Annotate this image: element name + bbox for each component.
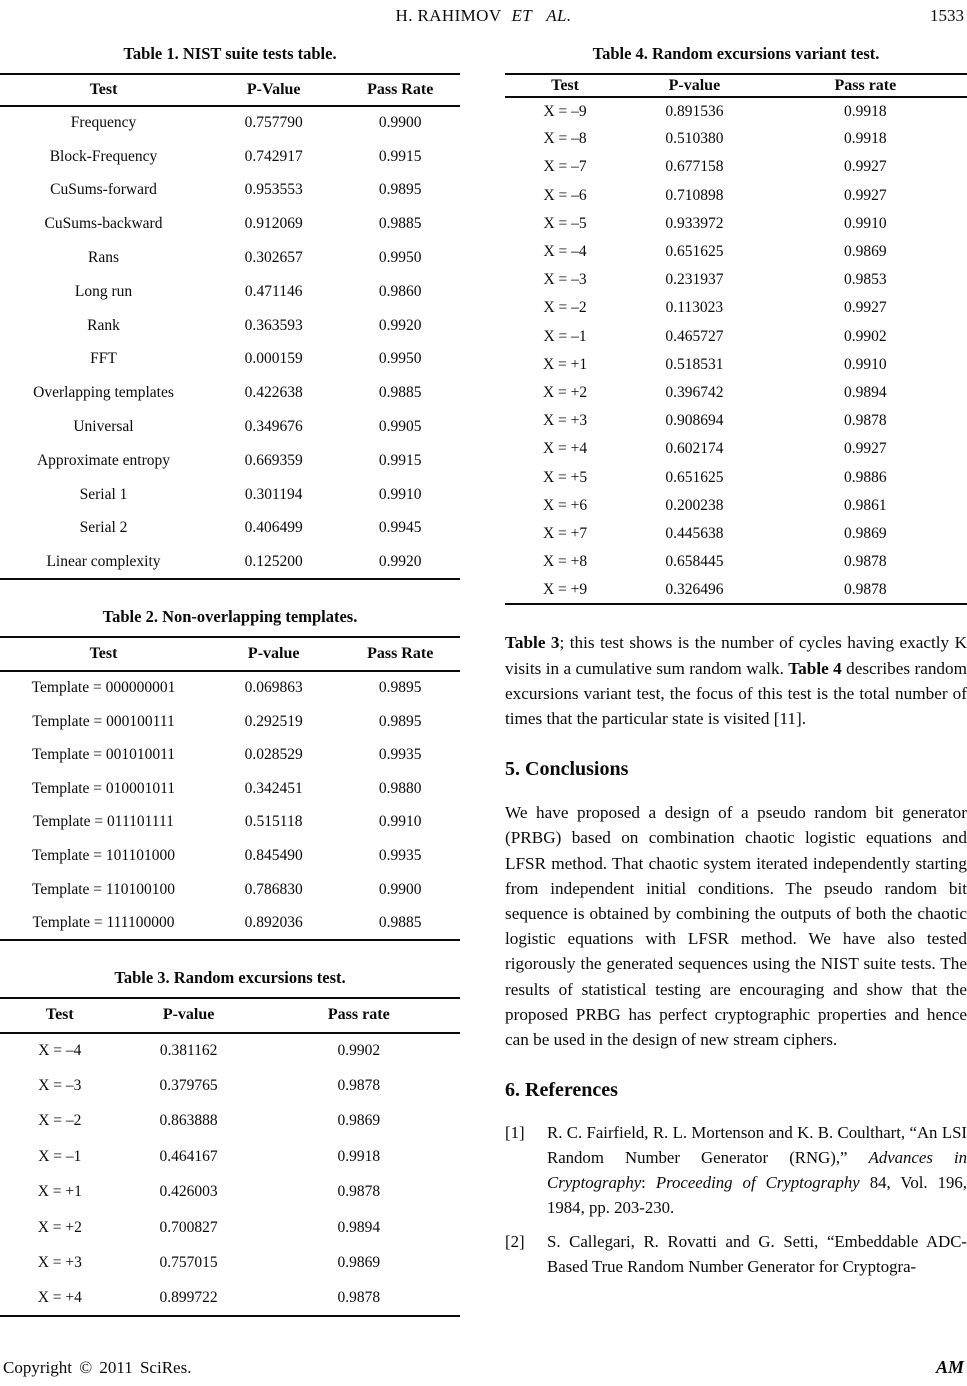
- table-row: [0, 275, 460, 309]
- table-cell: 0.742917: [244, 147, 303, 165]
- table-cell: 0.9861: [844, 496, 887, 514]
- table-row: [0, 478, 460, 512]
- running-head-authors: [0, 6, 967, 26]
- table-cell: Rans: [88, 249, 119, 267]
- table-3-title: Table 3. Random excursions test.: [114, 967, 346, 987]
- table-cell: 0.292519: [244, 712, 303, 730]
- text-segment: Advances in Cryptography: [547, 1148, 967, 1193]
- table-cell: Template = 011101111: [33, 813, 174, 831]
- table-row: [0, 1245, 460, 1280]
- table-cell: Template = 000100111: [32, 712, 175, 730]
- table-cell: 0.9950: [378, 350, 422, 368]
- table-2-title: Table 2. Non-overlapping templates.: [102, 607, 358, 627]
- table-row: [0, 806, 460, 840]
- table-row: [0, 343, 460, 377]
- table-row: [0, 772, 460, 806]
- table-cell: X = +3: [542, 412, 588, 430]
- table-cell: Block-Frequency: [49, 147, 158, 165]
- text-segment: :: [641, 1173, 656, 1193]
- table-cell: 0.381162: [159, 1042, 218, 1060]
- table-row: [505, 576, 967, 604]
- table-cell: 0.9895: [378, 679, 422, 697]
- journal-abbreviation: AM: [935, 1357, 964, 1377]
- page-number: 1533: [930, 6, 964, 25]
- table-cell: 0.9950: [378, 249, 422, 267]
- table-cell: 0.200238: [665, 496, 724, 514]
- table-row: [0, 512, 460, 546]
- table-cell: X = +6: [542, 496, 588, 514]
- table-cell: 0.9915: [378, 451, 422, 469]
- table-cell: Long run: [74, 282, 133, 300]
- table-row: [505, 492, 967, 520]
- table-cell: FFT: [90, 350, 117, 368]
- table-row: [0, 106, 460, 140]
- table-row: [0, 1068, 460, 1103]
- table-row: [0, 873, 460, 907]
- table-cell: 0.9927: [844, 186, 887, 204]
- column-header: Test: [0, 74, 207, 106]
- table-cell: 0.953553: [244, 181, 303, 199]
- column-header: P-value: [207, 637, 340, 671]
- table-cell: X = –1: [543, 327, 587, 345]
- table-cell: 0.9878: [337, 1183, 381, 1201]
- table-cell: X = –3: [38, 1076, 82, 1094]
- column-header: P-value: [625, 74, 764, 97]
- references-heading: 6. References: [505, 1079, 618, 1102]
- table-cell: 0.9927: [844, 440, 887, 458]
- table-cell: 0.9927: [844, 299, 887, 317]
- table-cell: X = –4: [543, 243, 587, 261]
- table-cell: 0.9880: [378, 779, 422, 797]
- table-cell: 0.518531: [665, 355, 724, 373]
- table-cell: X = –5: [543, 214, 587, 232]
- column-header: P-value: [120, 998, 258, 1033]
- authors-text: H. RAHIMOV: [395, 6, 502, 25]
- table-row: [505, 520, 967, 548]
- header-row: [505, 74, 967, 97]
- table-4-title: Table 4. Random excursions variant test.: [592, 44, 880, 63]
- left-column: [0, 36, 460, 1317]
- table-row: [505, 97, 967, 125]
- table-row: [505, 407, 967, 435]
- reference-text: [547, 1229, 967, 1279]
- table-row: [0, 1104, 460, 1139]
- table-cell: X = +5: [542, 468, 588, 486]
- table-row: [505, 379, 967, 407]
- table-cell: 0.426003: [159, 1183, 218, 1201]
- column-header: Pass rate: [764, 74, 967, 97]
- table-cell: 0.757015: [159, 1253, 218, 1271]
- table-cell: 0.9878: [844, 412, 887, 430]
- table-cell: 0.464167: [159, 1147, 218, 1165]
- table-row: [505, 182, 967, 210]
- column-header: Test: [0, 637, 207, 671]
- table-row: [0, 1033, 460, 1068]
- table-cell: 0.9918: [844, 130, 887, 148]
- table-cell: 0.891536: [665, 102, 724, 120]
- table-cell: 0.863888: [159, 1112, 218, 1130]
- table-cell: 0.9853: [844, 271, 887, 289]
- table-cell: 0.845490: [244, 846, 303, 864]
- table-cell: 0.069863: [244, 679, 303, 697]
- table-cell: X = –8: [543, 130, 587, 148]
- table-row: [505, 435, 967, 463]
- table-cell: 0.9920: [378, 552, 422, 570]
- table-row: [505, 266, 967, 294]
- table-row: [505, 153, 967, 181]
- table-cell: X = –2: [38, 1112, 82, 1130]
- table-cell: 0.9900: [378, 880, 422, 898]
- table-cell: X = +9: [542, 580, 588, 598]
- table-cell: 0.9860: [378, 282, 422, 300]
- table-row: [0, 241, 460, 275]
- table-cell: 0.9902: [844, 327, 887, 345]
- table-cell: 0.9885: [378, 913, 422, 931]
- table-cell: 0.445638: [665, 524, 724, 542]
- table-cell: X = –6: [543, 186, 587, 204]
- table-cell: 0.658445: [665, 553, 724, 571]
- table-cell: 0.9894: [844, 383, 887, 401]
- reference-list: [505, 1120, 967, 1279]
- table-cell: 0.9878: [844, 553, 887, 571]
- table-2: [0, 636, 460, 941]
- column-header: P-Value: [207, 74, 340, 106]
- text-segment: 84, Vol. 196, 1984, pp. 203-230.: [547, 1173, 967, 1218]
- table-cell: X = +8: [542, 553, 588, 571]
- table-row: [505, 294, 967, 322]
- reference-item: [505, 1229, 967, 1279]
- text-segment: S. Callegari, R. Rovatti and G. Setti, “Embeddable ADC-Based True Random Number Generator for Cryptogra-: [547, 1232, 967, 1277]
- table-note-paragraph: [505, 630, 967, 731]
- table-3-block: [0, 968, 460, 1317]
- table-row: [505, 351, 967, 379]
- table-row: [0, 545, 460, 579]
- table-cell: 0.651625: [665, 243, 724, 261]
- table-cell: Linear complexity: [46, 552, 161, 570]
- table-cell: 0.9900: [378, 114, 422, 132]
- table-row: [0, 1174, 460, 1209]
- table-cell: 0.231937: [665, 271, 724, 289]
- table-row: [0, 174, 460, 208]
- table-cell: 0.9910: [844, 214, 887, 232]
- table-cell: 0.892036: [244, 913, 303, 931]
- column-header: Test: [505, 74, 625, 97]
- reference-label: [1]: [505, 1123, 525, 1143]
- table-row: [0, 671, 460, 705]
- table-cell: 0.9878: [337, 1288, 381, 1306]
- et-al-text: ET AL.: [511, 6, 572, 25]
- table-cell: 0.9869: [337, 1112, 381, 1130]
- table-cell: 0.786830: [244, 880, 303, 898]
- table-cell: 0.9910: [378, 485, 422, 503]
- column-header: Test: [0, 998, 120, 1033]
- table-cell: 0.669359: [244, 451, 303, 469]
- table-cell: 0.9945: [378, 519, 422, 537]
- column-header: Pass rate: [258, 998, 460, 1033]
- column-header: Pass Rate: [340, 74, 460, 106]
- table-row: [0, 738, 460, 772]
- table-row: [0, 207, 460, 241]
- table-cell: 0.9869: [844, 243, 887, 261]
- table-cell: Serial 1: [79, 485, 128, 503]
- text-segment: Table 3: [505, 633, 560, 653]
- table-row: [0, 140, 460, 174]
- table-cell: 0.113023: [665, 299, 724, 317]
- table-row: [505, 463, 967, 491]
- table-cell: 0.602174: [665, 440, 724, 458]
- copyright-text: Copyright © 2011 SciRes.: [3, 1358, 192, 1377]
- text-segment: R. C. Fairfield, R. L. Mortenson and K. B. Coulthart, “An LSI Random Number Generator (RNG),”: [547, 1123, 967, 1168]
- table-cell: Rank: [87, 316, 120, 334]
- table-cell: X = +4: [37, 1288, 82, 1306]
- conclusions-paragraph: We have proposed a design of a pseudo random bit generator (PRBG) based on combination chaotic logistic equations and LFSR method. That chaotic system iterated independently starting from independent initial conditions. The pseudo random bit sequence is obtained by combining the outputs of both the chaotic logistic equations with LFSR method. We have also tested rigorously the generated sequences using the NIST suite tests. The results of statistical testing are encouraging and show that the proposed PRBG has perfect cryptographic properties and hence can be used in the design of new stream ciphers.: [505, 803, 967, 1050]
- table-cell: 0.9910: [378, 813, 422, 831]
- table-cell: 0.9878: [844, 580, 887, 598]
- table-cell: 0.933972: [665, 214, 724, 232]
- table-cell: 0.912069: [244, 215, 303, 233]
- table-cell: X = +7: [542, 524, 588, 542]
- table-cell: X = –9: [543, 102, 587, 120]
- table-cell: X = +4: [542, 440, 588, 458]
- table-row: [0, 1139, 460, 1174]
- table-cell: 0.471146: [244, 282, 303, 300]
- table-cell: Template = 001010011: [31, 746, 176, 764]
- running-header: [0, 6, 967, 30]
- table-cell: 0.125200: [244, 552, 303, 570]
- table-cell: Template = 000000001: [31, 679, 176, 697]
- table-cell: 0.9915: [378, 147, 422, 165]
- table-cell: 0.9902: [337, 1042, 381, 1060]
- table-row: [505, 323, 967, 351]
- table-1: [0, 73, 460, 580]
- text-segment: ; this test shows is the number of cycles having exactly K visits in a cumulative sum random walk.: [505, 633, 967, 678]
- table-cell: 0.9869: [844, 524, 887, 542]
- table-cell: Template = 010001011: [31, 779, 176, 797]
- table-cell: 0.9918: [337, 1147, 381, 1165]
- table-row: [0, 309, 460, 343]
- table-2-block: [0, 607, 460, 941]
- table-cell: 0.9910: [844, 355, 887, 373]
- table-cell: Overlapping templates: [33, 384, 174, 402]
- table-row: [505, 210, 967, 238]
- table-cell: X = +2: [542, 383, 588, 401]
- table-row: [0, 1281, 460, 1316]
- header-row: [0, 998, 460, 1033]
- table-4-block: [505, 44, 967, 605]
- column-header: Pass Rate: [340, 637, 460, 671]
- table-cell: 0.510380: [665, 130, 724, 148]
- table-cell: 0.9920: [378, 316, 422, 334]
- table-cell: 0.301194: [244, 485, 303, 503]
- table-cell: 0.000159: [244, 350, 303, 368]
- table-row: [0, 376, 460, 410]
- table-cell: X = –1: [38, 1147, 82, 1165]
- table-cell: Frequency: [70, 114, 137, 132]
- table-cell: 0.9894: [337, 1218, 381, 1236]
- table-cell: X = +2: [37, 1218, 82, 1236]
- table-cell: 0.677158: [665, 158, 724, 176]
- table-4: [505, 73, 967, 605]
- table-cell: 0.9869: [337, 1253, 381, 1271]
- table-cell: X = +3: [37, 1253, 82, 1271]
- table-cell: 0.9886: [844, 468, 887, 486]
- page-footer: [0, 1354, 967, 1378]
- table-cell: 0.326496: [665, 580, 724, 598]
- table-cell: Template = 111100000: [32, 913, 175, 931]
- table-cell: 0.9885: [378, 384, 422, 402]
- table-cell: 0.9895: [378, 181, 422, 199]
- table-cell: 0.651625: [665, 468, 724, 486]
- header-row: [0, 74, 460, 106]
- table-row: [505, 548, 967, 576]
- reference-text: [547, 1120, 967, 1220]
- table-cell: 0.9918: [844, 102, 887, 120]
- table-cell: 0.700827: [159, 1218, 218, 1236]
- text-segment: describes random excursions variant test, the focus of this test is the total number of times that the particular state is visited [11].: [505, 658, 967, 728]
- table-cell: X = –4: [38, 1042, 82, 1060]
- table-cell: 0.422638: [244, 384, 303, 402]
- table-cell: 0.9905: [378, 418, 422, 436]
- table-cell: 0.9878: [337, 1076, 381, 1094]
- table-cell: 0.406499: [244, 519, 303, 537]
- table-cell: Serial 2: [79, 519, 128, 537]
- table-cell: CuSums-forward: [50, 181, 157, 199]
- table-row: [0, 839, 460, 873]
- table-row: [0, 444, 460, 478]
- reference-label: [2]: [505, 1232, 525, 1252]
- header-row: [0, 637, 460, 671]
- table-cell: CuSums-backward: [44, 215, 163, 233]
- table-cell: 0.9935: [378, 746, 422, 764]
- table-3: [0, 997, 460, 1317]
- table-row: [505, 125, 967, 153]
- table-cell: Universal: [73, 418, 134, 436]
- table-cell: 0.379765: [159, 1076, 218, 1094]
- table-cell: 0.028529: [244, 746, 303, 764]
- table-cell: 0.396742: [665, 383, 724, 401]
- table-cell: 0.757790: [244, 114, 303, 132]
- table-1-block: [0, 44, 460, 580]
- table-cell: 0.710898: [665, 186, 724, 204]
- reference-item: [505, 1120, 967, 1220]
- table-cell: 0.515118: [244, 813, 303, 831]
- table-1-title: Table 1. NIST suite tests table.: [123, 44, 337, 63]
- right-column: [505, 36, 967, 1288]
- table-cell: Template = 110100100: [31, 880, 176, 898]
- table-cell: Approximate entropy: [36, 451, 170, 469]
- table-cell: 0.302657: [244, 249, 303, 267]
- table-cell: 0.9927: [844, 158, 887, 176]
- table-cell: 0.342451: [244, 779, 303, 797]
- table-cell: 0.9895: [378, 712, 422, 730]
- table-cell: 0.465727: [665, 327, 724, 345]
- text-segment: Proceeding of Cryptography: [655, 1173, 860, 1193]
- table-cell: 0.908694: [665, 412, 724, 430]
- table-row: [505, 238, 967, 266]
- table-cell: X = +1: [542, 355, 588, 373]
- text-segment: Table 4: [788, 658, 842, 678]
- table-cell: X = –2: [543, 299, 587, 317]
- table-cell: 0.899722: [159, 1288, 218, 1306]
- table-cell: X = –7: [543, 158, 587, 176]
- table-cell: 0.9885: [378, 215, 422, 233]
- table-cell: X = –3: [543, 271, 587, 289]
- table-cell: 0.363593: [244, 316, 303, 334]
- table-cell: 0.9935: [378, 846, 422, 864]
- table-cell: Template = 101101000: [31, 846, 176, 864]
- table-row: [0, 705, 460, 739]
- conclusions-heading: 5. Conclusions: [505, 758, 629, 781]
- table-row: [0, 1210, 460, 1245]
- table-cell: X = +1: [37, 1183, 82, 1201]
- table-row: [0, 906, 460, 940]
- table-cell: 0.349676: [244, 418, 303, 436]
- table-row: [0, 410, 460, 444]
